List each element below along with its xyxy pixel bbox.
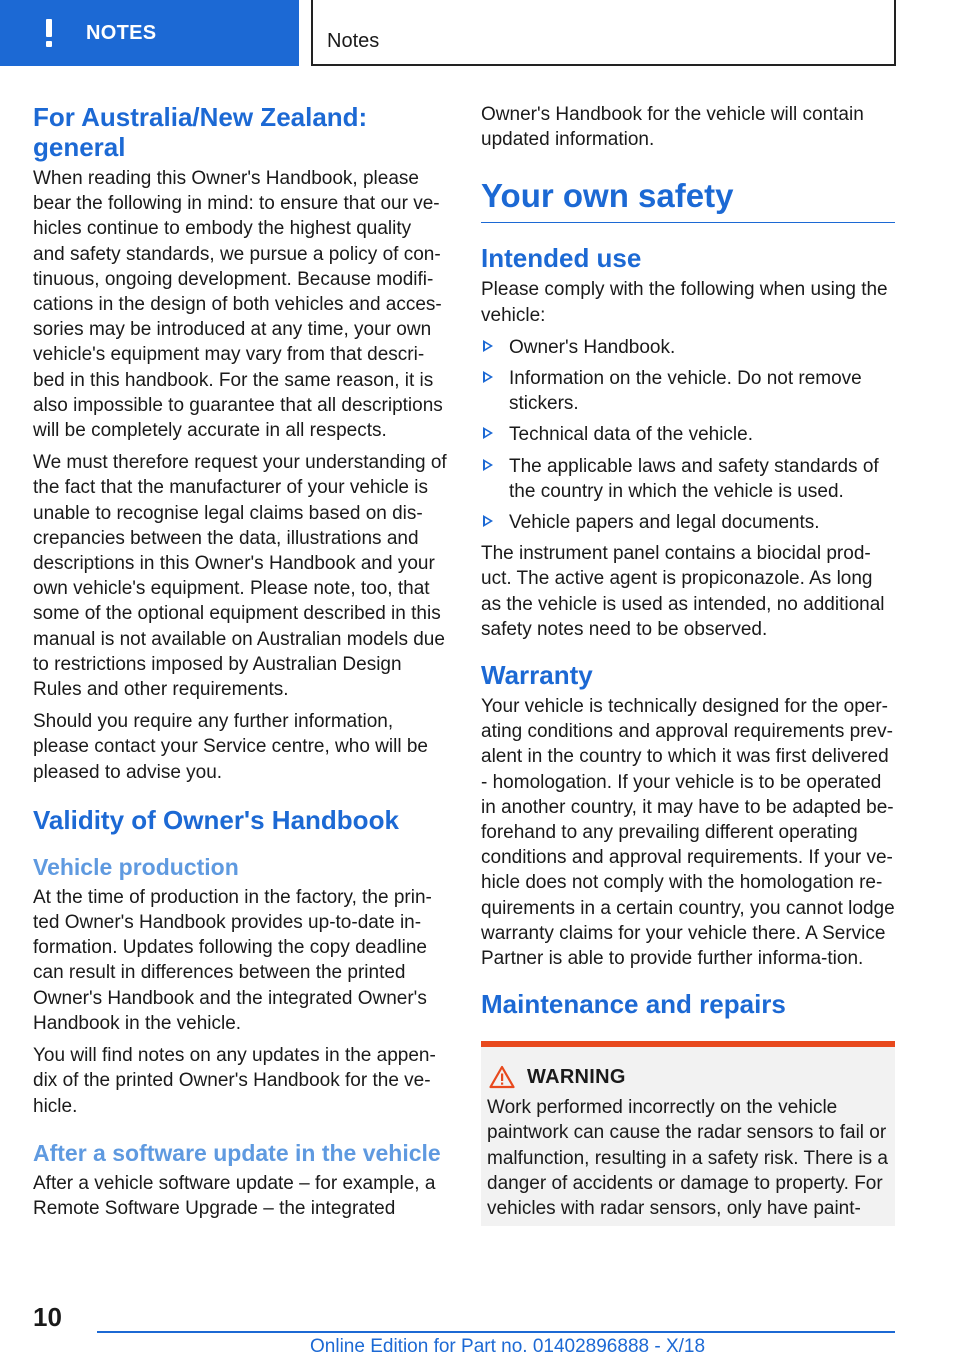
- footer-edition: Online Edition for Part no. 01402896888 - X/18: [310, 1336, 706, 1357]
- heading-validity: Validity of Owner's Handbook: [33, 804, 399, 835]
- page-header: [0, 0, 960, 66]
- warning-text: Work performed incorrectly on the vehicle paintwork can cause the radar sensors to fail or malfunction, resulting in a safety risk. There is a danger of accidents or damage to property. For vehicles with radar sensors, only have paint-: [487, 1097, 888, 1220]
- left-column: [33, 102, 447, 1228]
- list-item: Information on the vehicle. Do not remove stickers.: [481, 366, 895, 416]
- list-item: Vehicle papers and legal documents.: [481, 510, 895, 535]
- section-tab[interactable]: [0, 0, 299, 66]
- paragraph: Should you require any further information, please contact your Service centre, who will be pleased to advise you.: [33, 711, 428, 783]
- paragraph: You will find notes on any updates in the appen-dix of the printed Owner's Handbook for the ve-hicle.: [33, 1045, 436, 1117]
- section-tab-label: NOTES: [86, 21, 157, 44]
- paragraph: At the time of production in the factory, the prin-ted Owner's Handbook provides up-to-date in-formation. Updates following the copy deadline can result in differences between the printed Owner's Handbook and the integrated Owner's Handbook in the vehicle.: [33, 886, 432, 1034]
- warning-box: [481, 1041, 895, 1226]
- list-item: The applicable laws and safety standards of the country in which the vehicle is used.: [481, 454, 895, 504]
- triangle-bullet-icon: [483, 427, 493, 439]
- paragraph: Please comply with the following when using the vehicle:: [481, 279, 888, 326]
- header-title-box: [311, 0, 896, 66]
- warning-title: WARNING: [527, 1065, 626, 1088]
- usage-list: [481, 335, 895, 535]
- paragraph: After a vehicle software update – for example, a Remote Software Upgrade – the integrated: [33, 1172, 436, 1219]
- paragraph: Owner's Handbook for the vehicle will contain updated information.: [481, 104, 864, 151]
- exclamation-icon: [44, 19, 54, 47]
- heading-your-own-safety: Your own safety: [481, 176, 895, 223]
- triangle-bullet-icon: [483, 515, 493, 527]
- triangle-bullet-icon: [483, 340, 493, 352]
- header-title: Notes: [327, 30, 380, 52]
- page-number: 10: [33, 1302, 62, 1332]
- heading-vehicle-production: Vehicle production: [33, 853, 239, 880]
- heading-intended-use: Intended use: [481, 243, 642, 274]
- paragraph: Your vehicle is technically designed for the oper-ating conditions and approval requirements prev-alent in the country to which it was first delivered - homologation. If your vehicle is to be operated in another country, it may have to be adapted be-forehand to any prevailing different operating conditions and approval requirements. If your ve-hicle does not comply with the homologation re-quirements in a certain country, you cannot lodge warranty claims for your vehicle there. A Service Partner is able to provide further informa-tion.: [481, 696, 895, 970]
- list-item: Technical data of the vehicle.: [481, 422, 895, 447]
- warning-header: [487, 1065, 889, 1089]
- heading-maintenance: Maintenance and repairs: [481, 989, 786, 1020]
- triangle-bullet-icon: [483, 371, 493, 383]
- triangle-bullet-icon: [483, 459, 493, 471]
- paragraph: We must therefore request your understanding of the fact that the manufacturer of your vehicle is unable to recognise legal claims based on dis-crepancies between the data, illustrations and descriptions in this Owner's Handbook and your own vehicle's equipment. Please note, too, that some of the optional equipment described in this manual is not available on Australian models due to restrictions imposed by Australian Design Rules and other requirements.: [33, 452, 447, 701]
- heading-australia: For Australia/New Zealand: general: [33, 102, 368, 162]
- paragraph: The instrument panel contains a biocidal prod-uct. The active agent is propiconazole. As long as the vehicle is used as intended, no additional safety notes need to be observed.: [481, 543, 885, 640]
- heading-software-update: After a software update in the vehicle: [33, 1139, 441, 1166]
- footer-divider: [97, 1331, 895, 1333]
- paragraph: When reading this Owner's Handbook, please bear the following in mind: to ensure that our ve-hicles continue to embody the highest quality and safety standards, we pursue a policy of con-tinuous, ongoing development. Because modifi-cations in the design of both vehicles and acces-sories may be introduced at any time, your own vehicle's equipment may vary from that descri-bed in this handbook. For the same reason, it is also impossible to guarantee that all descriptions will be completely accurate in all respects.: [33, 168, 443, 442]
- warning-triangle-icon: [489, 1065, 515, 1089]
- heading-warranty: Warranty: [481, 660, 593, 691]
- right-column: [481, 102, 895, 1226]
- list-item: Owner's Handbook.: [481, 335, 895, 360]
